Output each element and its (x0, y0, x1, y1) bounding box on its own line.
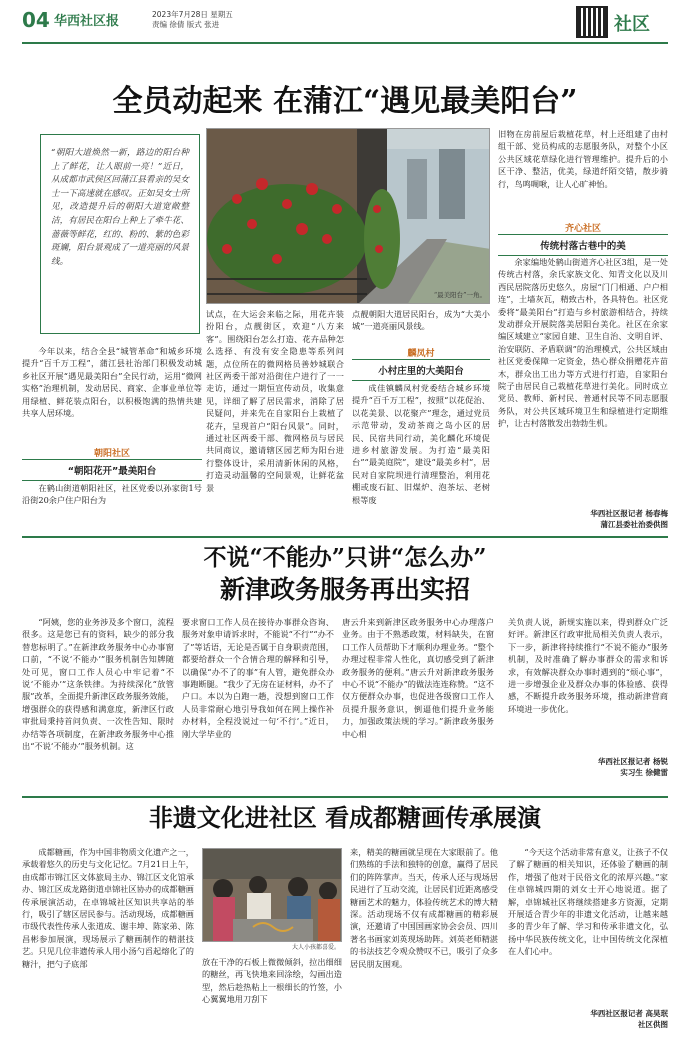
date-line: 2023年7月28日 星期五 (152, 10, 233, 19)
story2-col2: 要求窗口工作人员在接待办事群众咨询、服务对象申请诉求时，不能说“不行”“办不了”等话语，无论是否属于自身职责范围，都要给群众一个合情合理的解释和引导，以确保“办不了的事”有人管，避免群众办事跑断腿。“我少了无房在证材料，办不了户口。本以为白跑一趟，没想到窗口工作人员非常耐心地引导我如何在网上操作补办材料，全程没说过一句‘不行’。”近日，刚大学毕业的 (182, 617, 334, 739)
story2-col3: 唐云升来到新津区政务服务中心办理落户业务。由于不熟悉政策，材料缺失，在窗口工作人员帮助下才顺利办理业务。“整个办理过程非常人性化，真切感受到了新津政务服务的便利。”唐云升对新津政务服务中心不说“不能办”的做法连连称赞。“这不仅方便群众办事，也促进各级窗口工作人员提升服务意识，倒逼他们提升业务能力，加强政策法规的学习。”新津政务服务中心相 (342, 617, 494, 739)
story1-divider (22, 536, 668, 538)
story2-headline-line2: 新津政务服务再出实招 (219, 575, 470, 604)
sub3-title: 传统村落古巷中的美 (498, 234, 668, 256)
story2-byline-reporter: 华西社区报记者 杨锐 (597, 757, 668, 766)
paper-name: 华西社区报 (54, 14, 120, 29)
story1-byline (498, 508, 668, 530)
story3-byline-reporter: 华西社区报记者 高昊珉 (590, 1009, 668, 1018)
story1-photo-caption: “最美阳台”一角。 (433, 291, 486, 299)
story3-byline (508, 1008, 668, 1030)
story1-byline-reporter: 华西社区报记者 杨春梅 (590, 509, 668, 518)
sub1-title: “朝阳花开”最美阳台 (22, 459, 202, 481)
balcony-flowers-image (207, 129, 490, 304)
story3-byline-photo: 社区供图 (638, 1020, 668, 1029)
editor-line: 责编 徐倩 版式 张进 (152, 20, 220, 29)
story2-col4: 关负责人说，新规实施以来，得到群众广泛好评。新津区行政审批局相关负责人表示，下一步，新津将持续推行“不说不能办”服务机制，及时准确了解办事群众的需求和诉求，有效解决群众办事时遇到的“烦心事”，进一步增强企业及群众办事的体验感、获得感，不断提升政务服务环境，推动新津营商环境进一步优化。 (508, 617, 668, 714)
story3-col2: 放在干净的石板上微微倾斜，拉出细细的糖丝，再飞快地来回涂绘，勾画出造型，然后趁热粘上一根细长的竹签，小心翼翼地用刀刮下 (202, 957, 342, 1005)
story3-col3: 来，精美的糖画就呈现在大家眼前了。他们熟练的手法和独特的创意，赢得了居民们的阵阵掌声。当天，传承人还与现场居民进行了互动交流，让居民们近距离感受糖画艺术的魅力，体验传统艺术的博大精深。活动现场不仅有成都糖画的精彩展演，还邀请了中国国画家协会会员、四川著名书画家刘英现场助阵。刘英老师精湛的书法技艺令观众赞叹不已，吸引了众多居民朋友围观。 (350, 847, 498, 969)
story1-col4-body: 余家编地处鹤山街道齐心社区3组，是一处传统古村落，余氏家族文化、知青文化以及川西民居院落历史悠久，房屋“门门相通、户户相连”，土墙灰瓦，精致古朴，各具特色。社区党委将“最美阳台”打造与乡村旅游相结合，持续发动群众开展院落美居阳台美化。社区在余家编区域建立“家园自建、卫生自治、文明自评、治安联防、矛盾联调”的治理模式，公共区域由社区党委保障一定资金，热心群众捐赠花卉苗木，群众出工出力等方式进行打造，自家阳台院子由居民自己栽植花草进行美化。同时成立党员、教师、新村民、普通村民等不同志愿服务队，对公共区域环境卫生和绿植进行定期维护，让古村落散发出勃勃生机。 (498, 257, 668, 429)
sub2-title: 小村庄里的大美阳台 (352, 359, 490, 381)
story3-col1: 成都糖画，作为中国非物质文化遗产之一，承载着悠久的历史与文化记忆。7月21日上午，由成都市锦江区文体旅局主办、锦江区文化馆承办、锦江区成龙路街道卓锦社区协办的成都糖画传承展演活动，在卓锦城社区知识共享站的举行，吸引了辖区居民参与。活动现场，成都糖画市级代表性传承人张道成、谢丰坤、陈家弟、陈昌彬参加展演，现场展示了糖画制作的精湛技艺。只见几位非遗传承人用小汤勺舀起熔化了的糖汁，把勺子底部 (22, 847, 194, 969)
story2-headline-line1: 不说“不能办”只讲“怎么办” (203, 544, 487, 571)
story3-photo (202, 848, 342, 942)
page-number: 04 (22, 8, 50, 32)
story2-divider (22, 796, 668, 798)
story2-byline (508, 756, 668, 778)
story3-headline: 非遗文化进社区 看成都糖画传承展演 (148, 803, 542, 832)
date-editor-block (152, 10, 233, 30)
sugar-painting-image (203, 849, 342, 942)
story1-col4-top: 旧物在房前屋后栽植花草，村上还组建了由村组干部、党员构成的志愿服务队，对整个小区公共区域花草绿化进行管理维护。提升后的小区干净、整洁，优美，绿道纤陌交错，散步骑行，鸟鸣啁啾，让人心旷神怡。 (498, 129, 668, 189)
header-rule (22, 42, 668, 44)
story3-col4: “今天这个活动非常有意义，让孩子不仅了解了糖画的相关知识，还体验了糖画的制作，增强了他对于民俗文化的浓厚兴趣。”家住卓锦城四期的刘女士开心地说道。据了解，卓锦城社区将继续搭建多方资源，定期开展适合青少年的非遗文化活动，让越来越多的青少年了解、学习和传承非遗文化，弘扬中华民族传统文化，让中国传统文化深植在人们心中。 (508, 847, 668, 957)
story2-byline-intern: 实习生 徐健雷 (620, 768, 668, 777)
story1-col3-top: 点靓朝阳大道居民阳台，成为“大美小城”一道亮丽风景线。 (352, 309, 490, 332)
section-title: 社区 (614, 14, 650, 35)
story1-byline-photo: 蒲江县委社治委供图 (600, 520, 668, 529)
story1-col2: 试点，在大运会来临之际，用花卉装扮阳台，点靓街区，欢迎“八方来客”。围绕阳台怎么打造、花卉品种怎么选择、有没有安全隐患等系列问题，点位所在的微网格员善妙城联合社区两委干部对沿街住户进行了一一走访，通过一期恒宣传动员，收集意见，详细了解了居民需求，消除了居民疑问，并来先在自家阳台上栽植了花卉，呈现首户“阳台风景”。同时，通过社区两委干部、微网格员与居民共同商议，邀请辖区园艺师为阳台进行整体设计，采用清新休闲的风格，打造灵动温馨的空间景观，让鲜花盆景 (206, 309, 344, 493)
story1-photo (206, 128, 490, 304)
story1-col1-body: 在鹤山街道朝阳社区，社区党委以孙家街1号沿街20余户住户阳台为 (22, 483, 202, 506)
sub2-location: 麟凤村 (407, 349, 435, 359)
sub1-location: 朝阳社区 (93, 449, 130, 459)
sub3-location: 齐心社区 (564, 224, 601, 234)
story3-photo-caption: 大人小孩都喜爱。 (291, 944, 340, 951)
story2-col1: “阿姨，您的业务涉及多个窗口，流程很多。这是您已有的资料，缺少的部分我替您标明了。”在新津政务服务中心办事窗口前，“不说‘不能办’”服务机制告知牌随处可见，窗口工作人员心中牢记着“不说‘不能办’”这条铁律。为持续深化“放管服”改革，全面提升新津区政务服务效能，增强群众的获得感和满意度，新津区行政审批局秉持首问负责、一次性告知、限时办结等各项制度，在新津政务服务中心推出“不说‘不能办’”服务机制。这 (22, 617, 174, 752)
story1-quote-box: “朝阳大道焕然一新，路边的阳台种上了鲜花，让人眼前一亮！”近日，从成都市武侯区回蒲江县看亲的吴女士一下高速就在感叹。正如吴女士所见，改造提升后的朝阳大道宽敞整洁，有居民在阳台上种上了牵牛花、蔷薇等鲜花，红的、粉的、紫的色彩斑斓，阳台景观成了一道亮丽的风景线。 (40, 134, 200, 334)
story1-col3-body: 成佳镇麟凤村党委结合城乡环境提升“百千万工程”，按照“以花促治、以花美景、以花聚产”理念，通过党员示范带动，发动茶商之岛小区的居民、民宿共同行动，美化麟化环境促进乡村旅游发展。为打造“最美阳台”“最美庭院”，建设“最美乡村”，居民对自家院坝进行清理整治，利用花棚或废石缸、旧煤炉、泡茶坛、老树根等废 (352, 383, 490, 505)
story1-col1-intro: 今年以来，结合全县“城管革命”和城乡环境提升“百千万工程”，蒲江县社治部门积极发动城乡社区开展“遇见最美阳台”全民行动，运用“微网实格”治理机制，发动居民、商家、企事业单位等用绿植、鲜花装点阳台，以积极饱满的热情共建共享人居环境。 (22, 346, 202, 419)
story1-headline: 全员动起来 在蒲江“遇见最美阳台” (112, 84, 578, 119)
qr-code-icon (576, 6, 608, 38)
